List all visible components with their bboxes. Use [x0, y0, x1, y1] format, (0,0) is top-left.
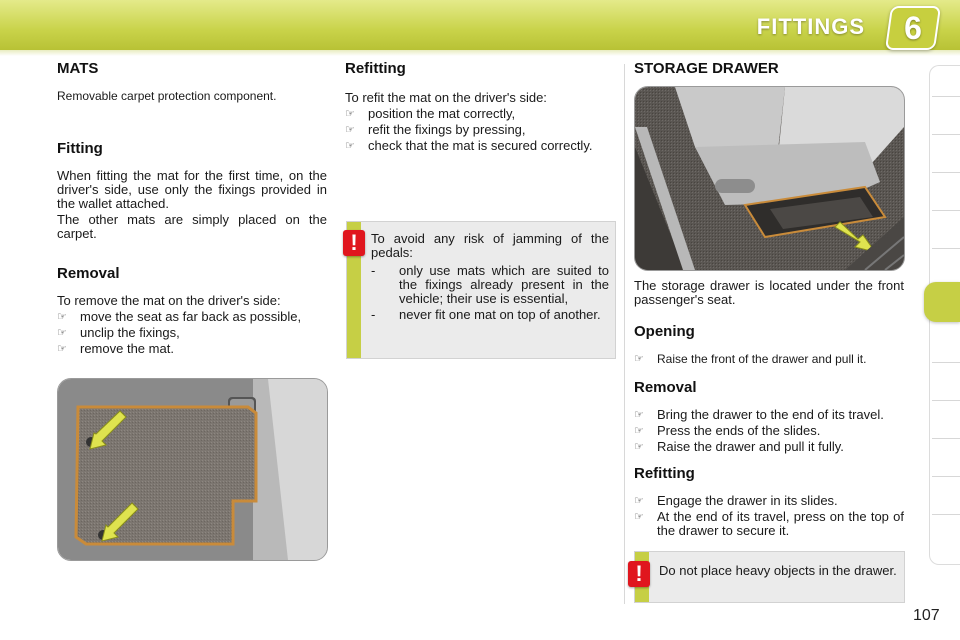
chapter-badge [885, 6, 941, 50]
list-item: - only use mats which are suited to the fixings already present in the vehicle; their use is essential, [371, 263, 609, 306]
storage-drawer-text [634, 279, 904, 540]
page-number: 107 [913, 607, 940, 624]
warning-box-pedals [346, 221, 616, 359]
drawer-refitting-heading: Refitting [634, 465, 695, 482]
list-item: ☞ move the seat as far back as possible, [57, 309, 302, 324]
pointing-hand-icon: ☞ [57, 327, 67, 339]
floor-mat-photo [57, 378, 328, 561]
warning-content [371, 232, 609, 324]
opening-heading: Opening [634, 323, 695, 340]
warning-box-drawer [634, 551, 905, 603]
mats-heading: MATS [57, 60, 99, 77]
warning-list [371, 264, 609, 322]
chapter-tabs [924, 65, 960, 565]
list-item: ☞ position the mat correctly, [345, 106, 516, 121]
pointing-hand-icon: ☞ [634, 441, 644, 453]
fitting-paragraph-2: The other mats are simply placed on the carpet. [57, 212, 327, 241]
tab-divider [932, 438, 960, 439]
tab-divider [932, 476, 960, 477]
mats-description: Removable carpet protection component. [57, 89, 277, 103]
seat-drawer-illustration [635, 87, 904, 270]
column-refitting [345, 60, 615, 155]
list-item: ☞ remove the mat. [57, 341, 174, 356]
drawer-refitting-steps [634, 494, 904, 538]
opening-steps [634, 352, 904, 366]
pointing-hand-icon: ☞ [345, 108, 355, 120]
refitting-heading: Refitting [345, 60, 406, 77]
tab-divider [932, 96, 960, 97]
fitting-heading: Fitting [57, 140, 103, 157]
pointing-hand-icon: ☞ [634, 495, 644, 507]
removal-intro: To remove the mat on the driver's side: [57, 293, 281, 308]
pointing-hand-icon: ☞ [57, 343, 67, 355]
pointing-hand-icon: ☞ [634, 425, 644, 437]
column-mats [57, 60, 327, 358]
pointing-hand-icon: ☞ [634, 409, 644, 421]
storage-drawer-photo [634, 86, 905, 271]
tab-divider [932, 210, 960, 211]
refitting-intro: To refit the mat on the driver's side: [345, 90, 547, 105]
warning-icon: ! [343, 230, 365, 256]
warning-icon: ! [628, 561, 650, 587]
pointing-hand-icon: ☞ [345, 124, 355, 136]
list-item: ☞ refit the fixings by pressing, [345, 122, 526, 137]
tab-divider [932, 514, 960, 515]
floor-mat-illustration [58, 379, 327, 560]
page-title: FITTINGS [756, 14, 865, 39]
column-divider [624, 64, 625, 604]
drawer-removal-heading: Removal [634, 379, 697, 396]
pointing-hand-icon: ☞ [634, 353, 644, 365]
list-item: ☞ Engage the drawer in its slides. [634, 493, 838, 508]
list-item: ☞ unclip the fixings, [57, 325, 180, 340]
list-item: ☞ Bring the drawer to the end of its travel. [634, 407, 884, 422]
refitting-steps [345, 107, 615, 153]
tab-divider [932, 248, 960, 249]
tab-divider [932, 134, 960, 135]
chapter-number: 6 [904, 10, 922, 46]
pointing-hand-icon: ☞ [345, 140, 355, 152]
list-item: ☞ Raise the front of the drawer and pull it. [634, 352, 867, 366]
tab-divider [932, 400, 960, 401]
active-chapter-tab[interactable] [924, 282, 960, 322]
warning-intro: To avoid any risk of jamming of the pedals: [371, 231, 609, 260]
removal-steps [57, 310, 327, 356]
fitting-paragraph-1: When fitting the mat for the first time, on the driver's side, use only the fixings provided in the wallet attached. [57, 168, 327, 211]
pointing-hand-icon: ☞ [634, 511, 644, 523]
tab-divider [932, 172, 960, 173]
tab-divider [932, 362, 960, 363]
list-item: ☞ Raise the drawer and pull it fully. [634, 439, 844, 454]
drawer-warning-text: Do not place heavy objects in the drawer. [659, 563, 897, 578]
list-item: ☞ check that the mat is secured correctly. [345, 138, 593, 153]
removal-heading: Removal [57, 265, 120, 282]
storage-drawer-description: The storage drawer is located under the front passenger's seat. [634, 278, 904, 307]
drawer-removal-steps [634, 408, 904, 454]
storage-drawer-heading: STORAGE DRAWER [634, 60, 779, 77]
list-item: ☞ At the end of its travel, press on the top of the drawer to secure it. [634, 509, 904, 538]
list-item: ☞ Press the ends of the slides. [634, 423, 821, 438]
column-storage-drawer [634, 60, 904, 77]
pointing-hand-icon: ☞ [57, 311, 67, 323]
list-item: - never fit one mat on top of another. [371, 307, 601, 322]
